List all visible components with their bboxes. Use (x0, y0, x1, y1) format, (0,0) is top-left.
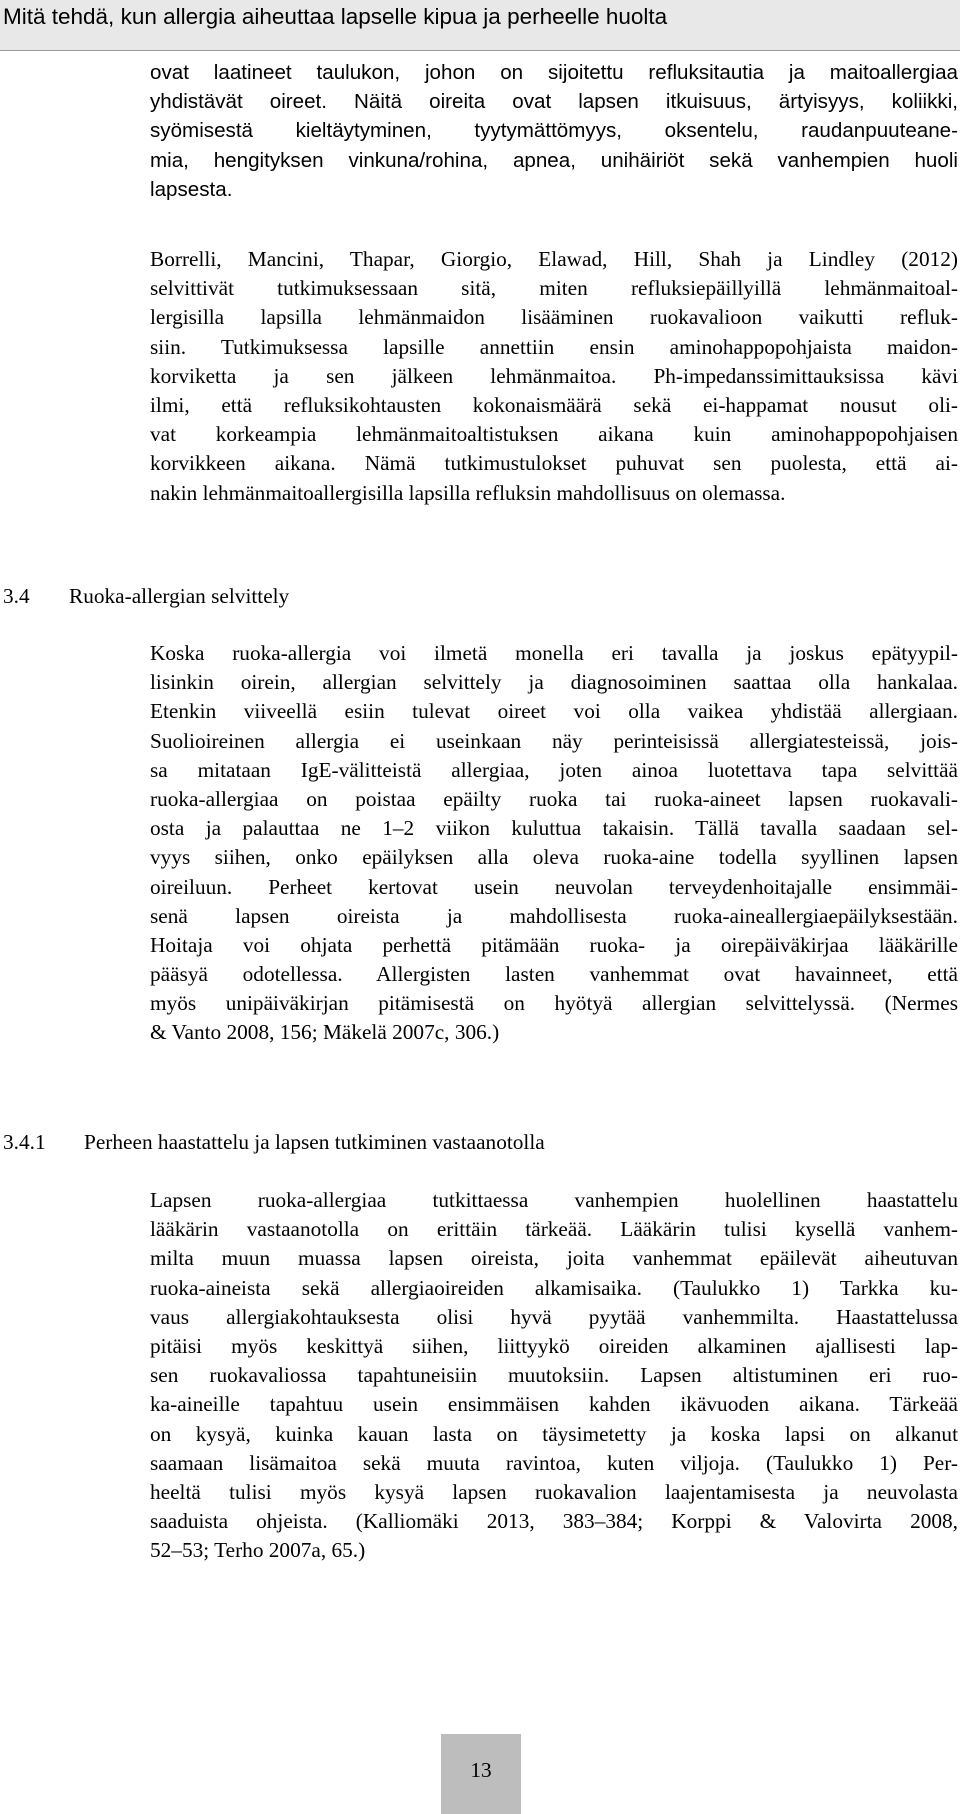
text-line: pääsyä odotellessa. Allergisten lasten vanhemmat ovat havainneet, että (150, 962, 958, 987)
text-line: Suolioireinen allergia ei useinkaan näy perinteisissä allergiatesteissä, jois- (150, 728, 958, 753)
text-line: heeltä tulisi myös kysyä lapsen ruokavalion laajentamisesta ja neuvolasta (150, 1479, 958, 1504)
text-line: ka-aineille tapahtuu usein ensimmäisen kahden ikävuoden aikana. Tärkeää (150, 1392, 958, 1417)
text-line: milta muun muassa lapsen oireista, joita vanhemmat epäilevät aiheutuvan (150, 1246, 958, 1271)
text-line: vat korkeampia lehmänmaitoaltistuksen aikana kuin aminohappopohjaisen (150, 422, 958, 447)
text-line: & Vanto 2008, 156; Mäkelä 2007c, 306.) (150, 1020, 500, 1045)
document-header (0, 0, 960, 51)
text-line: vyys siihen, onko epäilyksen alla oleva ruoka-aine todella syyllinen lapsen (150, 845, 958, 870)
text-line: Lapsen ruoka-allergiaa tutkittaessa vanhempien huolellinen haastattelu (150, 1188, 958, 1212)
page-number-box (441, 1734, 521, 1814)
section-3-4-paragraph (150, 639, 958, 1048)
text-line: ruoka-aineista sekä allergiaoireiden alkamisaika. (Taulukko 1) Tarkka ku- (150, 1275, 958, 1300)
text-line: sen ruokavaliossa tapahtuneisiin muutoksiin. Lapsen altistuminen eri ruo- (150, 1363, 958, 1388)
text-line: senä lapsen oireista ja mahdollisesta ruoka-aineallergiaepäilyksestään. (150, 903, 958, 928)
intro-paragraph (150, 58, 958, 204)
text-line: Etenkin viiveellä esiin tulevat oireet voi olla vaikea yhdistää allergiaan. (150, 699, 958, 724)
text-line: saamaan lisämaitoa sekä muuta ravintoa, kuten viljoja. (Taulukko 1) Per- (150, 1450, 958, 1475)
text-line: pitäisi myös keskittyä siihen, liittyykö oireiden alkaminen ajallisesti lap- (150, 1333, 958, 1358)
text-line: myös unipäiväkirjan pitämisestä on hyötyä allergian selvittelyssä. (Nermes (150, 991, 958, 1016)
text-line: siin. Tutkimuksessa lapsille annettiin ensin aminohappopohjaista maidon- (150, 334, 958, 359)
text-line: ilmi, että refluksikohtausten kokonaismäärä sekä ei-happamat nousut oli- (150, 392, 958, 417)
section-heading-3-4 (3, 582, 503, 611)
borrelli-paragraph (150, 245, 958, 508)
text-line: oireiluun. Perheet kertovat usein neuvolan terveydenhoitajalle ensimmäi- (150, 874, 958, 899)
text-line: osta ja palauttaa ne 1–2 viikon kuluttua takaisin. Tällä tavalla saadaan sel- (150, 816, 958, 841)
text-line: Koska ruoka-allergia voi ilmetä monella eri tavalla ja joskus epätyypil- (150, 641, 958, 665)
text-line: Hoitaja voi ohjata perhettä pitämään ruoka- ja oirepäiväkirjaa lääkärille (150, 932, 958, 957)
section-number: 3.4.1 (3, 1130, 46, 1154)
header-title: Mitä tehdä, kun allergia aiheuttaa lapselle kipua ja perheelle huolta (3, 4, 668, 29)
text-line: sa mitataan IgE-välitteistä allergiaa, joten ainoa luotettava tapa selvittää (150, 757, 958, 782)
text-line: on kysyä, kuinka kauan lasta on täysimetetty ja koska lapsi on alkanut (150, 1421, 958, 1446)
text-line: korvikkeen aikana. Nämä tutkimustulokset puhuvat sen puolesta, että ai- (150, 451, 958, 476)
text-line: vaus allergiakohtauksesta olisi hyvä pyytää vanhemmilta. Haastattelussa (150, 1304, 958, 1329)
text-line: 52–53; Terho 2007a, 65.) (150, 1538, 366, 1563)
text-line: lisinkin oirein, allergian selvittely ja diagnosoiminen saattaa olla hankalaa. (150, 670, 958, 695)
text-line: Borrelli, Mancini, Thapar, Giorgio, Elawad, Hill, Shah ja Lindley (2012) (150, 247, 958, 271)
text-line: saaduista ohjeista. (Kalliomäki 2013, 383–384; Korppi & Valovirta 2008, (150, 1509, 958, 1534)
page-number: 13 (470, 1758, 492, 1782)
text-line: nakin lehmänmaitoallergisilla lapsilla refluksin mahdollisuus on olemassa. (150, 480, 786, 505)
text-line: ruoka-allergiaa on poistaa epäilty ruoka tai ruoka-aineet lapsen ruokavali- (150, 786, 958, 811)
text-line: mia, hengityksen vinkuna/rohina, apnea, unihäiriöt sekä vanhempien huoli (150, 148, 958, 172)
text-line: ovat laatineet taulukon, johon on sijoitettu refluksitautia ja maitoallergiaa (150, 61, 958, 84)
text-line: lergisilla lapsilla lehmänmaidon lisääminen ruokavalioon vaikutti refluk- (150, 305, 958, 330)
section-title: Perheen haastattelu ja lapsen tutkiminen vastaanotolla (84, 1130, 545, 1154)
text-line: syömisestä kieltäytyminen, tyytymättömyys, oksentelu, raudanpuuteane- (150, 119, 958, 143)
text-line: yhdistävät oireet. Näitä oireita ovat lapsen itkuisuus, ärtyisyys, koliikki, (150, 90, 958, 114)
text-line: lääkärin vastaanotolla on erittäin tärkeää. Lääkärin tulisi kysellä vanhem- (150, 1217, 958, 1242)
text-line: lapsesta. (150, 177, 233, 201)
text-line: korviketta ja sen jälkeen lehmänmaitoa. Ph-impedanssimittauksissa kävi (150, 363, 958, 388)
section-heading-3-4-1 (3, 1128, 703, 1157)
section-3-4-1-paragraph (150, 1186, 958, 1565)
section-title: Ruoka-allergian selvittely (69, 584, 290, 608)
section-number: 3.4 (3, 584, 30, 608)
text-line: selvittivät tutkimuksessaan sitä, miten refluksiepäillyillä lehmänmaitoal- (150, 276, 958, 301)
